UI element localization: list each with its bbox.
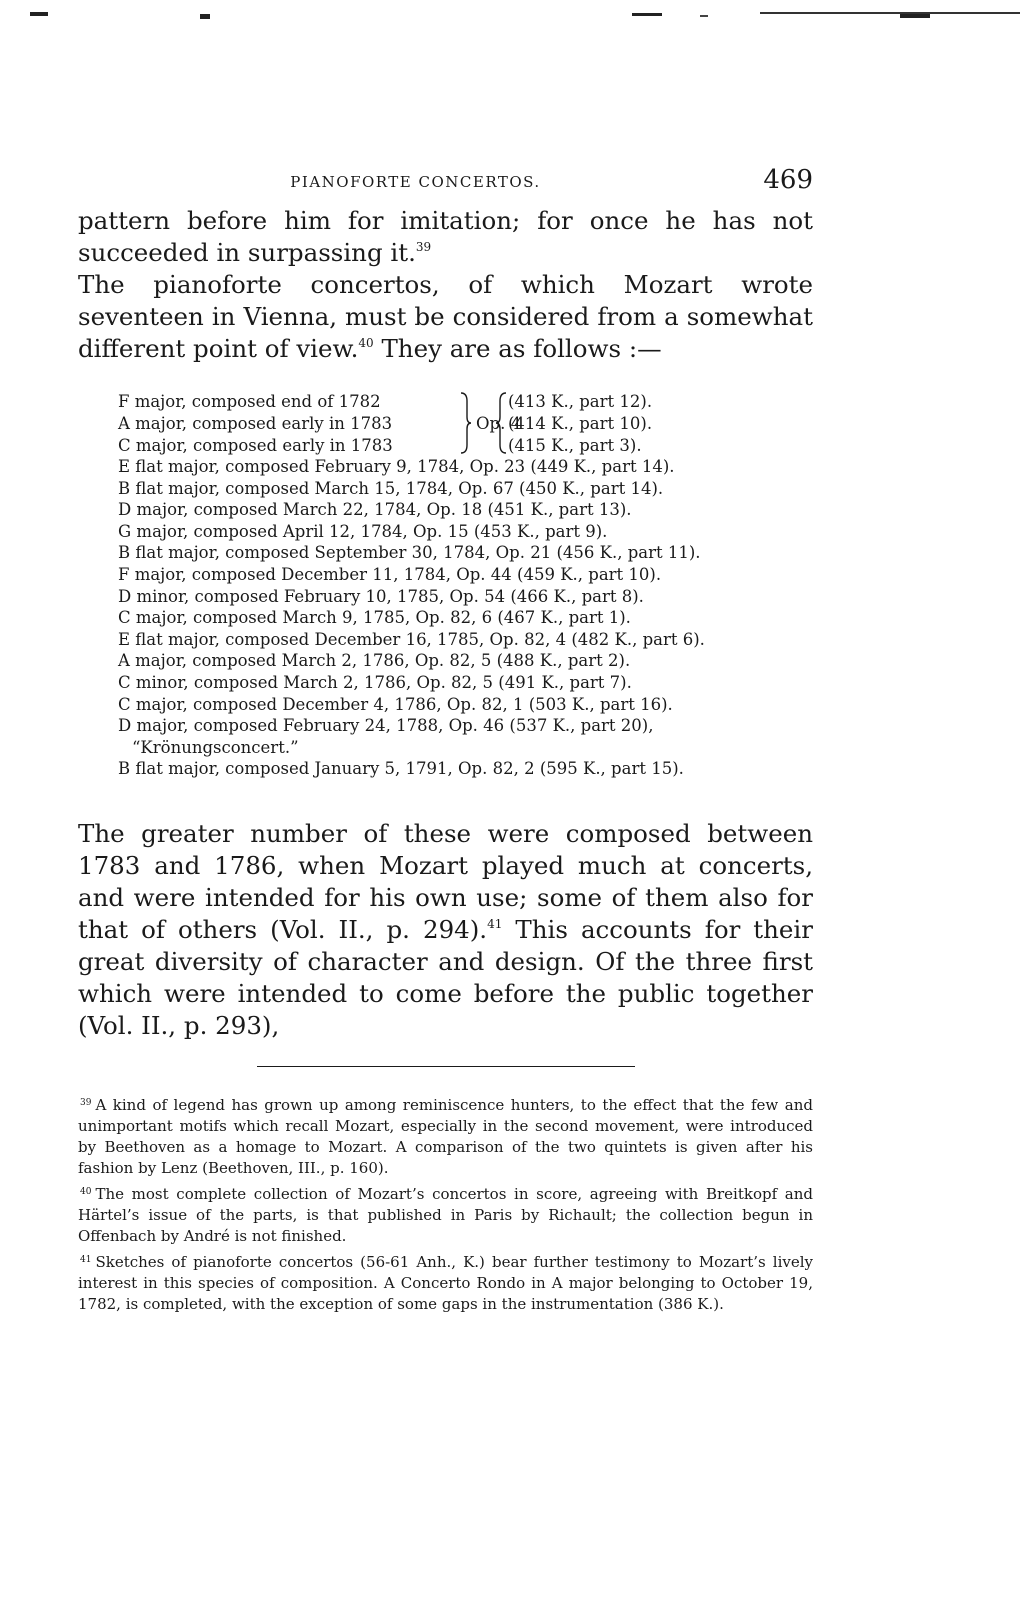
paragraph-2-text: The pianoforte concertos, of which Mozart wrote seventeen in Vienna, must be considered from a somewhat different point of view. [78,270,813,363]
concerto-item: F major, composed December 11, 1784, Op. 44 (459 K., part 10). [118,564,662,584]
concerto-item: D major, composed March 22, 1784, Op. 18 (451 K., part 13). [118,500,632,520]
paragraph-3-tail: This accounts for their great diversity of character and design. Of the three first which were intended to come before the public together (Vol. II., p. 293), [78,914,813,1040]
footnote-ref-39: 39 [415,240,432,254]
kochel-ref: (414 K., part 10). [508,414,653,433]
concerto-item: C major, composed early in 1783 [118,436,393,455]
footnote-40 [78,1182,813,1247]
paragraph-3-text: The greater number of these were composed between 1783 and 1786, when Mozart played much at concerts, and were intended for his own use; some of them also for that of others (Vol. II., p. 294). [78,818,813,944]
concerto-item: B flat major, composed January 5, 1791, Op. 82, 2 (595 K., part 15). [118,759,684,779]
scan-edge-marks [0,0,1034,40]
kochel-ref: (413 K., part 12). [508,392,653,411]
running-head: PIANOFORTE CONCERTOS. [290,173,541,191]
footnote-text: The most complete collection of Mozart’s concertos in score, agreeing with Breitkopf and Härtel’s issue of the parts, is that published in Paris by Richault; the collection begun in Offenbach by André is not finished. [78,1184,813,1245]
concerto-item: C major, composed March 9, 1785, Op. 82, 6 (467 K., part 1). [118,608,631,628]
kochel-ref: (415 K., part 3). [508,436,642,455]
concerto-item: E flat major, composed February 9, 1784, Op. 23 (449 K., part 14). [118,457,675,476]
paragraph-1-text: pattern before him for imitation; for once he has not succeeded in surpassing it. [78,206,813,267]
footnote-divider [257,1066,635,1067]
page-header [78,165,813,205]
concerto-item: F major, composed end of 1782 [118,392,381,411]
left-brace-icon [494,391,508,455]
concerto-item: C major, composed December 4, 1786, Op. 82, 1 (503 K., part 16). [118,694,673,714]
footnote-ref-40: 40 [358,336,374,350]
footnote-39 [78,1093,813,1179]
footnote-text: A kind of legend has grown up among reminiscence hunters, to the effect that the few and unimportant motifs which recall Mozart, especially in the second movement, were introduced by Beethoven as a homage to Mozart. A comparison of the two quintets is given after his fashion by Lenz (Beethoven, III., p. 160). [78,1095,813,1177]
paragraph-2 [78,269,813,365]
footnotes [78,1093,813,1315]
book-page [78,165,813,1318]
concerto-list [118,391,818,780]
paragraph-2-tail: They are as follows :— [373,334,662,363]
concerto-item: E flat major, composed December 16, 1785, Op. 82, 4 (482 K., part 6). [118,629,705,649]
concerto-item: G major, composed April 12, 1784, Op. 15 (453 K., part 9). [118,521,608,541]
page-number: 469 [763,165,813,195]
paragraph-3 [78,818,813,1042]
concerto-item: A major, composed early in 1783 [118,414,393,433]
concerto-item: D minor, composed February 10, 1785, Op. 54 (466 K., part 8). [118,586,644,606]
paragraph-1 [78,205,813,269]
footnote-number: 40 [80,1186,92,1197]
concerto-item: D major, composed February 24, 1788, Op. 46 (537 K., part 20), [118,716,654,736]
footnote-number: 41 [80,1254,92,1265]
footnote-ref-41: 41 [487,916,503,931]
opus-label: Op. 4 [476,414,522,433]
right-brace-icon [459,391,473,455]
concerto-item: B flat major, composed March 15, 1784, Op. 67 (450 K., part 14). [118,478,664,498]
concerto-item: B flat major, composed September 30, 1784, Op. 21 (456 K., part 11). [118,543,701,563]
concerto-group-op4 [118,391,818,456]
concerto-item: A major, composed March 2, 1786, Op. 82, 5 (488 K., part 2). [118,651,631,671]
concerto-item: C minor, composed March 2, 1786, Op. 82, 5 (491 K., part 7). [118,672,632,692]
footnote-text: Sketches of pianoforte concertos (56-61 Anh., K.) bear further testimony to Mozart’s lively interest in this species of composition. A Concerto Rondo in A major belonging to October 19, 1782, is completed, with the exception of some gaps in the instrumentation (386 K.). [78,1252,813,1313]
footnote-number: 39 [80,1097,92,1108]
concerto-item-continuation: “Krönungsconcert.” [132,737,299,757]
footnote-41 [78,1250,813,1315]
